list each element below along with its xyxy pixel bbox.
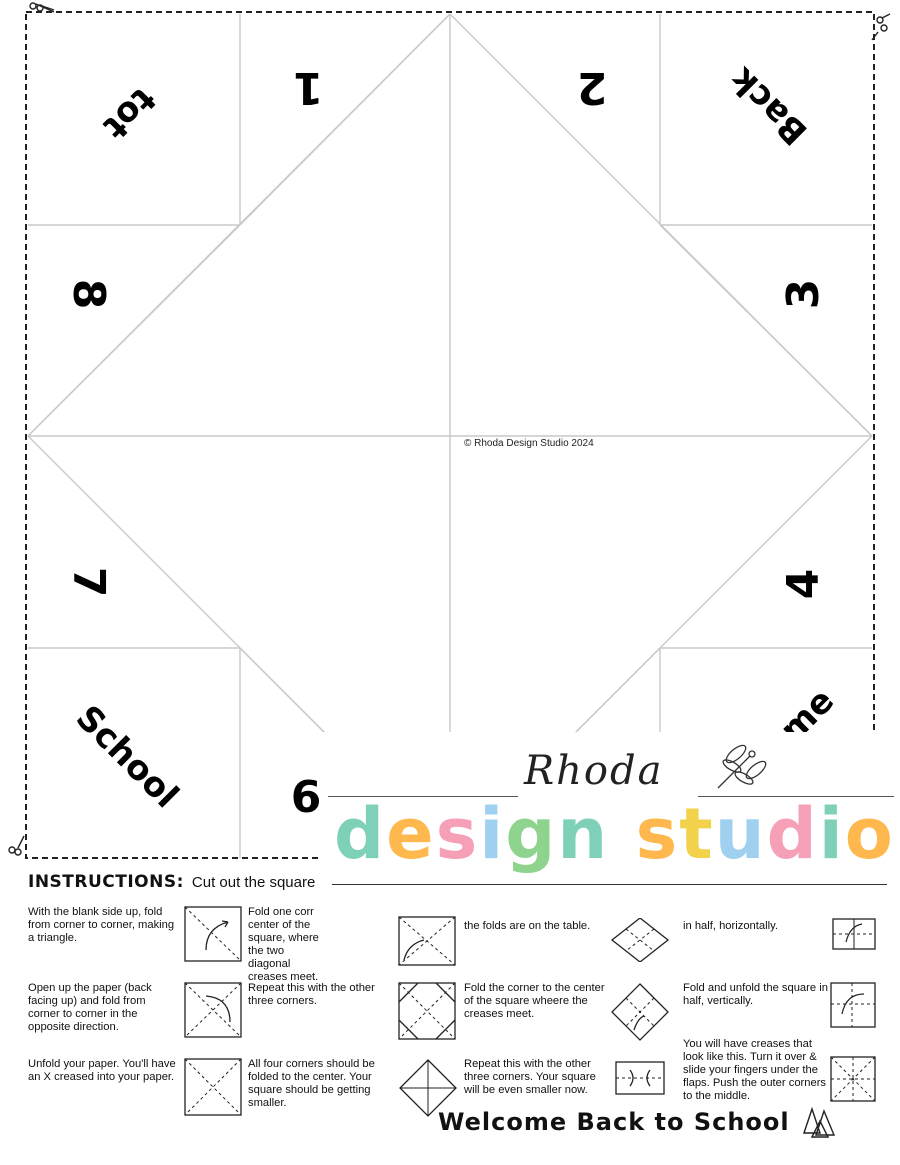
logo-wordmark xyxy=(334,794,895,874)
flap-label-back: Back xyxy=(722,59,816,153)
logo-letter: d xyxy=(766,793,819,875)
logo-letter: g xyxy=(505,793,558,875)
logo-letter: i xyxy=(818,793,845,875)
flap-label-2: 2 xyxy=(576,62,608,113)
flap-label-school: School xyxy=(67,697,187,817)
flap-label-tot: tot xyxy=(95,79,163,147)
step-7-text: the folds are on the table. xyxy=(464,920,591,932)
step-8-text: Fold the corner to the center of the square wheere the creases meet. xyxy=(464,982,605,1020)
logo-letter: t xyxy=(679,793,715,875)
step-11-text: Fold and unfold the square in half, vertically. xyxy=(683,982,828,1007)
step-6-text: All four corners should be folded to the center. Your square should be getting smaller. xyxy=(248,1058,375,1109)
logo-letter: n xyxy=(557,793,610,875)
fortune-teller-icon xyxy=(800,1103,840,1143)
flap-label-7: 7 xyxy=(63,566,114,598)
step-1-text: With the blank side up, fold from corner to corner, making a triangle. xyxy=(28,906,175,944)
scissors-icon xyxy=(9,836,24,855)
fold-diagram-1 xyxy=(184,906,242,962)
fold-diagram-4 xyxy=(398,916,456,966)
fold-diagram-11 xyxy=(830,982,876,1028)
flap-label-1: 1 xyxy=(292,62,324,113)
step-9-text: Repeat this with the other three corners. Your square will be even smaller now. xyxy=(464,1058,596,1096)
logo-script: Rhoda xyxy=(524,748,664,794)
flap-label-4: 4 xyxy=(778,568,829,600)
flap-label-6: 6 xyxy=(290,772,322,823)
step-10-text: in half, horizontally. xyxy=(683,920,778,932)
fold-diagram-5 xyxy=(398,982,456,1040)
step-5-text: Repeat this with the other three corners. xyxy=(248,982,375,1007)
logo-letter: i xyxy=(479,793,506,875)
watermark-logo xyxy=(322,732,900,882)
logo-letter: e xyxy=(386,793,436,875)
footer-title: Welcome Back to School xyxy=(438,1108,790,1136)
fold-diagram-12 xyxy=(830,1056,876,1102)
instructions-header xyxy=(28,872,315,898)
copyright-text: © Rhoda Design Studio 2024 xyxy=(464,438,594,449)
flap-label-8: 8 xyxy=(63,278,114,310)
instructions-subheading: Cut out the square xyxy=(191,874,316,891)
fold-diagram-2 xyxy=(184,982,242,1038)
step-3-text: Unfold your paper. You'll have an X creased into your paper. xyxy=(28,1058,176,1083)
fold-diagram-8 xyxy=(610,982,670,1042)
step-4-text: Fold one corr center of the square, where the two diagonal creases meet. xyxy=(248,906,319,983)
step-12-text: You will have creases that look like this. Turn it over & slide your fingers under the flaps. Push the outer corners to the middle. xyxy=(683,1038,827,1102)
step-2-text: Open up the paper (back facing up) and fold from corner to corner in the opposite direction. xyxy=(28,982,152,1033)
scissors-icon xyxy=(30,3,54,12)
fold-diagram-9 xyxy=(610,1056,670,1100)
logo-letter xyxy=(609,794,635,874)
instructions-rule xyxy=(332,884,887,885)
dragonfly-icon xyxy=(710,740,770,796)
logo-letter: d xyxy=(334,793,387,875)
fold-diagram-7 xyxy=(610,918,670,962)
fold-diagram-3 xyxy=(184,1058,242,1116)
instructions-heading: INSTRUCTIONS: xyxy=(28,872,184,892)
logo-letter: s xyxy=(635,793,680,875)
fold-diagram-10 xyxy=(832,918,876,950)
logo-letter: s xyxy=(435,793,480,875)
logo-letter: o xyxy=(844,793,895,875)
logo-letter: u xyxy=(714,793,767,875)
flap-label-3: 3 xyxy=(778,278,829,310)
